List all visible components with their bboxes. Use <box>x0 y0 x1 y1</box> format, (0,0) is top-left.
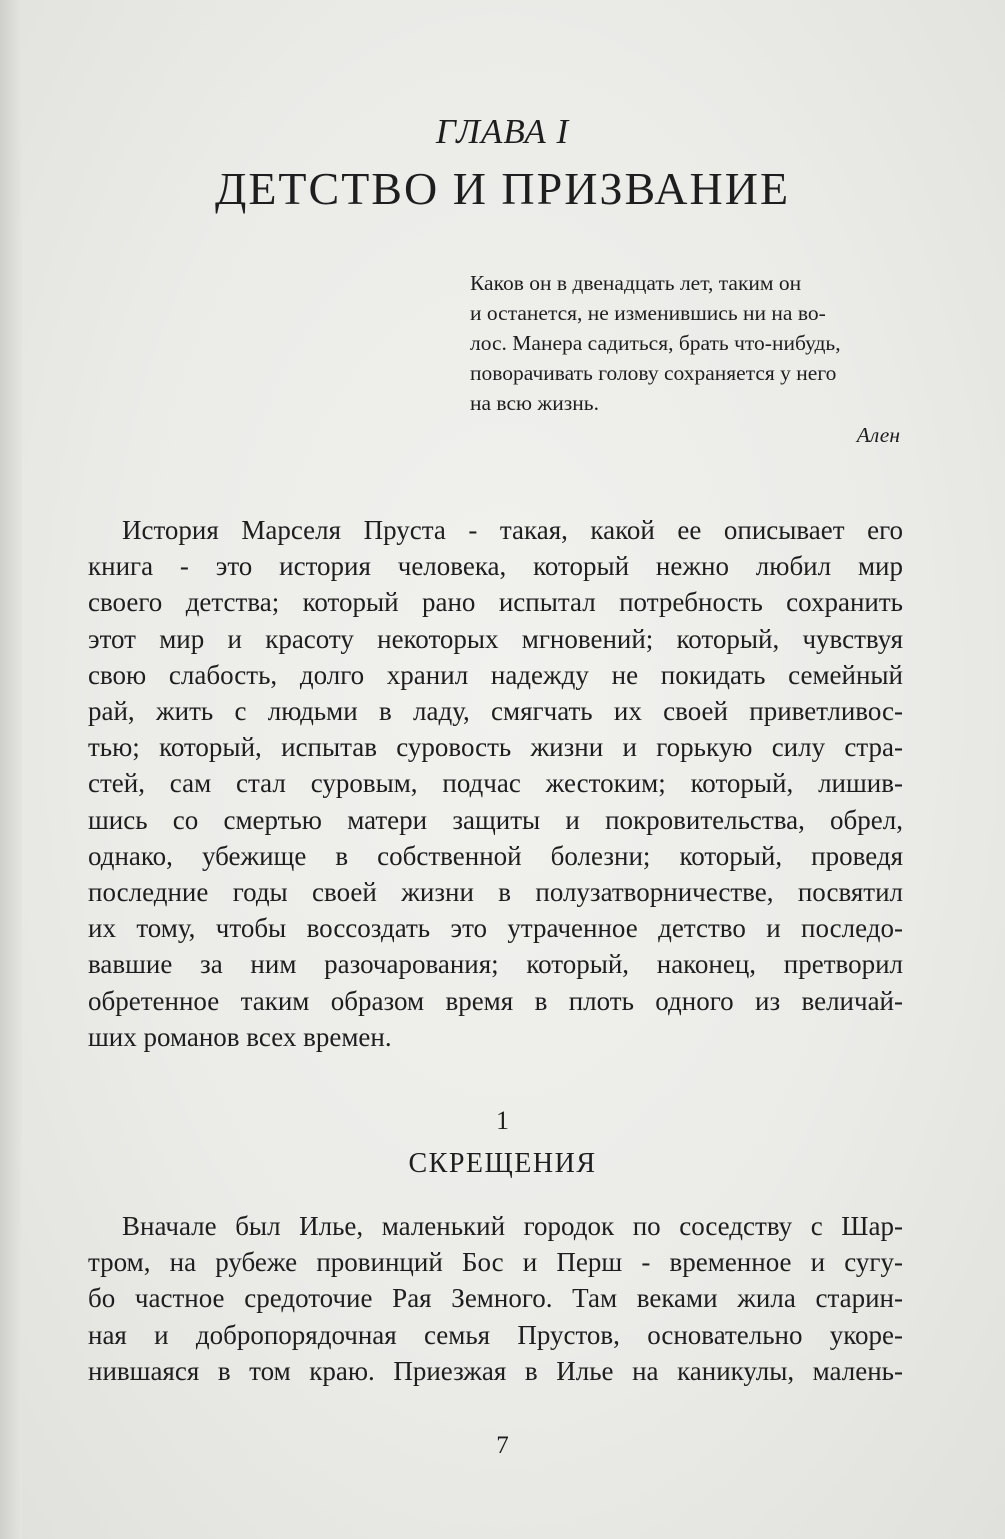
page-number: 7 <box>496 1432 509 1459</box>
paragraph-line: ших романов всех времен. <box>88 1021 392 1052</box>
paragraph-line: обретенное таким образом время в плоть одного из величай- <box>88 985 903 1016</box>
paragraph-line: свою слабость, долго хранил надежду не покидать семейный <box>88 659 903 690</box>
section-number: 1 <box>496 1106 509 1135</box>
paragraph-line: шись со смертью матери защиты и покровительства, обрел, <box>88 804 903 835</box>
paragraph-line: ная и добропорядочная семья Прустов, основательно укоре- <box>88 1319 903 1350</box>
chapter-label: ГЛАВА I <box>435 112 570 151</box>
paragraph-line: книга - это история человека, который нежно любил мир <box>88 551 903 582</box>
paragraph-line: Вначале был Илье, маленький городок по соседству с Шар- <box>122 1211 903 1241</box>
paragraph-line: тью; который, испытав суровость жизни и горькую силу стра- <box>88 732 903 763</box>
paragraph-line: своего детства; который рано испытал потребность сохранить <box>88 587 903 618</box>
paragraph-line: бо частное средоточие Рая Земного. Там веками жила старин- <box>88 1283 903 1314</box>
paragraph-line: нившаяся в том краю. Приезжая в Илье на каникулы, малень- <box>88 1355 903 1386</box>
paragraph-line: стей, сам стал суровым, подчас жестоким; который, лишив- <box>88 768 903 799</box>
chapter-title: ДЕТСТВО И ПРИЗВАНИЕ <box>214 163 791 214</box>
paragraph-line: однако, убежище в собственной болезни; который, проведя <box>88 840 903 871</box>
paragraph-line: История Марселя Пруста - такая, какой ее описывает его <box>122 515 903 545</box>
paragraph-line: последние годы своей жизни в полузатворничестве, посвятил <box>88 877 903 908</box>
intro-paragraph <box>88 512 903 1055</box>
section-paragraph <box>88 1208 903 1389</box>
paragraph-line: их тому, чтобы воссоздать это утраченное детство и последо- <box>88 913 903 944</box>
paragraph-line: рай, жить с людьми в ладу, смягчать их своей приветливос- <box>88 696 903 727</box>
epigraph-line: Каков он в двенадцать лет, таким он <box>470 271 802 295</box>
paragraph-line: вавшие за ним разочарования; который, наконец, претворил <box>88 949 903 980</box>
epigraph-line: на всю жизнь. <box>470 391 599 415</box>
epigraph-author: Ален <box>856 423 900 447</box>
paragraph-line: тром, на рубеже провинций Бос и Перш - временное и сугу- <box>88 1247 903 1278</box>
page-binding-edge <box>0 0 22 1539</box>
epigraph-line: поворачивать голову сохраняется у него <box>470 361 837 385</box>
epigraph-line: лос. Манера садиться, брать что-нибудь, <box>470 331 841 355</box>
epigraph <box>470 268 900 418</box>
section-title: СКРЕЩЕНИЯ <box>408 1148 597 1179</box>
paragraph-line: этот мир и красоту некоторых мгновений; который, чувствуя <box>88 623 903 654</box>
epigraph-line: и останется, не изменившись ни на во- <box>470 301 826 325</box>
